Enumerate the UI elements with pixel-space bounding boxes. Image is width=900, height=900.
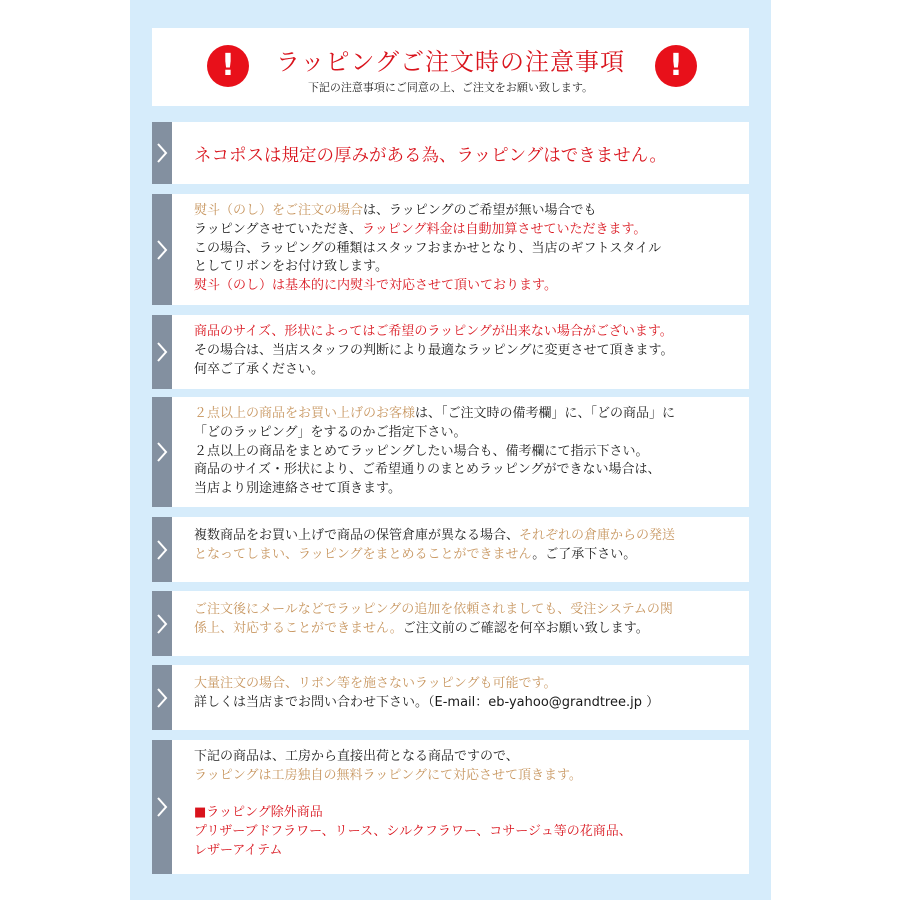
notice-line [194,767,739,786]
notice-text-segment: 。ご了承下さい。 [532,546,637,562]
notice-text-segment: としてリボンをお付け致します。 [194,259,388,275]
notice-line [194,748,739,767]
notice-marker-bar [152,397,172,507]
notice-text-segment: 複数商品をお買い上げで商品の保管倉庫が異なる場合、 [194,528,520,543]
notice-line [194,240,739,259]
notice-text-segment: 商品のサイズ・形状により、ご希望通りのまとめラッピングができない場合は、 [194,462,661,478]
notice-text-segment: ■ラッピング除外商品 [194,805,323,821]
notice-text-segment: ２点以上の商品をお買い上げのお客様 [194,406,416,421]
chevron-right-icon [154,337,170,367]
chevron-right-icon [154,609,170,639]
notice-card [152,397,749,507]
notice-text [194,601,739,639]
notice-line [194,144,739,168]
chevron-right-icon [154,792,170,822]
notice-card [152,122,749,184]
notice-card [152,315,749,389]
notice-marker-bar [152,517,172,582]
notice-text-segment: 係上、対応することができません。 [194,620,403,636]
notice-text [194,527,739,565]
notice-text [194,675,739,713]
notice-text-segment: プリザーブドフラワー、リース、シルクフラワー、コサージュ等の花商品、 [194,824,632,840]
notice-text-segment: 下記の商品は、工房から直接出荷となる商品ですので、 [194,749,519,764]
notice-line [194,221,739,240]
notice-line [194,601,739,620]
notice-marker-bar [152,591,172,656]
notice-marker-bar [152,315,172,389]
notice-text-segment: 商品のサイズ、形状によってはご希望のラッピングが出来ない場合がございます。 [194,324,673,339]
notice-line [194,694,739,713]
notice-line [194,480,739,499]
notice-text-segment: 「どのラッピング」をするのかご指定下さい。 [194,424,467,440]
notice-text-segment: ２点以上の商品をまとめてラッピングしたい場合も、備考欄にて指示下さい。 [194,443,649,459]
notice-text-segment: 熨斗（のし）をご注文の場合 [194,203,364,218]
notice-text-segment: 大量注文の場合、リボン等を施さないラッピングも可能です。 [194,676,557,691]
notice-line [194,527,739,546]
blank-line [194,786,739,805]
notice-card [152,517,749,582]
notice-text-segment: 当店より別途連絡させて頂きます。 [194,481,401,497]
notice-text-segment: は、「ご注文時の備考欄」に、「どの商品」に [415,406,676,421]
notice-line [194,424,739,443]
notice-card [152,740,749,874]
notice-text-segment: ラッピング料金は自動加算させていただきます。 [361,221,647,237]
chevron-right-icon [154,683,170,713]
notice-line [194,361,739,380]
notice-text-segment: ご注文前のご確認を何卒お願い致します。 [402,620,649,636]
notice-marker-bar [152,665,172,730]
page-title: ラッピングご注文時の注意事項 [275,48,626,76]
notice-line [194,323,739,342]
notice-line [194,804,739,823]
notice-text [194,202,739,296]
notice-card [152,591,749,656]
notice-text-segment: ラッピングさせていただき、 [194,221,362,237]
chevron-right-icon [154,437,170,467]
notice-line [194,461,739,480]
chevron-right-icon [154,235,170,265]
notice-line [194,202,739,221]
notice-line [194,823,739,842]
notice-card [152,194,749,305]
chevron-right-icon [154,138,170,168]
notice-text-segment: は、ラッピングのご希望が無い場合でも [363,203,597,218]
notice-text-segment: ラッピングは工房独自の無料ラッピングにて対応させて頂きます。 [194,767,582,783]
page-subtitle: 下記の注意事項にご同意の上、ご注文をお願い致します。 [307,81,594,94]
exclamation-icon: ! [207,45,249,87]
notice-text-segment: 熨斗（のし）は基本的に内熨斗で対応させて頂いております。 [194,278,557,294]
notice-header [152,28,749,106]
notice-text-segment: レザーアイテム [194,842,283,858]
notice-line [194,342,739,361]
notice-line [194,620,739,639]
notice-text-segment: この場合、ラッピングの種類はスタッフおまかせとなり、当店のギフトスタイル [194,240,662,256]
notice-text-segment: ご注文後にメールなどでラッピングの追加を依頼されましても、受注システムの関 [194,602,673,617]
notice-line [194,258,739,277]
exclamation-icon: ! [655,45,697,87]
notice-line [194,546,739,565]
notice-text-segment: 詳しくは当店までお問い合わせ下さい。（E-mail：eb-yahoo@grandtree.jp ） [194,694,660,710]
notice-text-segment: ネコポスは規定の厚みがある為、ラッピングはできません。 [194,146,667,166]
notice-text [194,144,739,168]
notice-text-segment: となってしまい、ラッピングをまとめることができません [194,546,533,562]
notice-card [152,665,749,730]
notice-line [194,842,739,861]
notice-text-segment: その場合は、当店スタッフの判断により最適なラッピングに変更させて頂きます。 [194,342,674,358]
notice-text-segment: 何卒ご了承ください。 [194,361,325,377]
notice-marker-bar [152,740,172,874]
notice-line [194,443,739,462]
notice-text [194,323,739,379]
notice-line [194,277,739,296]
notice-line [194,675,739,694]
notice-marker-bar [152,194,172,305]
notice-text [194,405,739,499]
notice-text-segment: それぞれの倉庫からの発送 [519,528,676,543]
chevron-right-icon [154,535,170,565]
notice-marker-bar [152,122,172,184]
notice-line [194,405,739,424]
notice-text [194,748,739,861]
